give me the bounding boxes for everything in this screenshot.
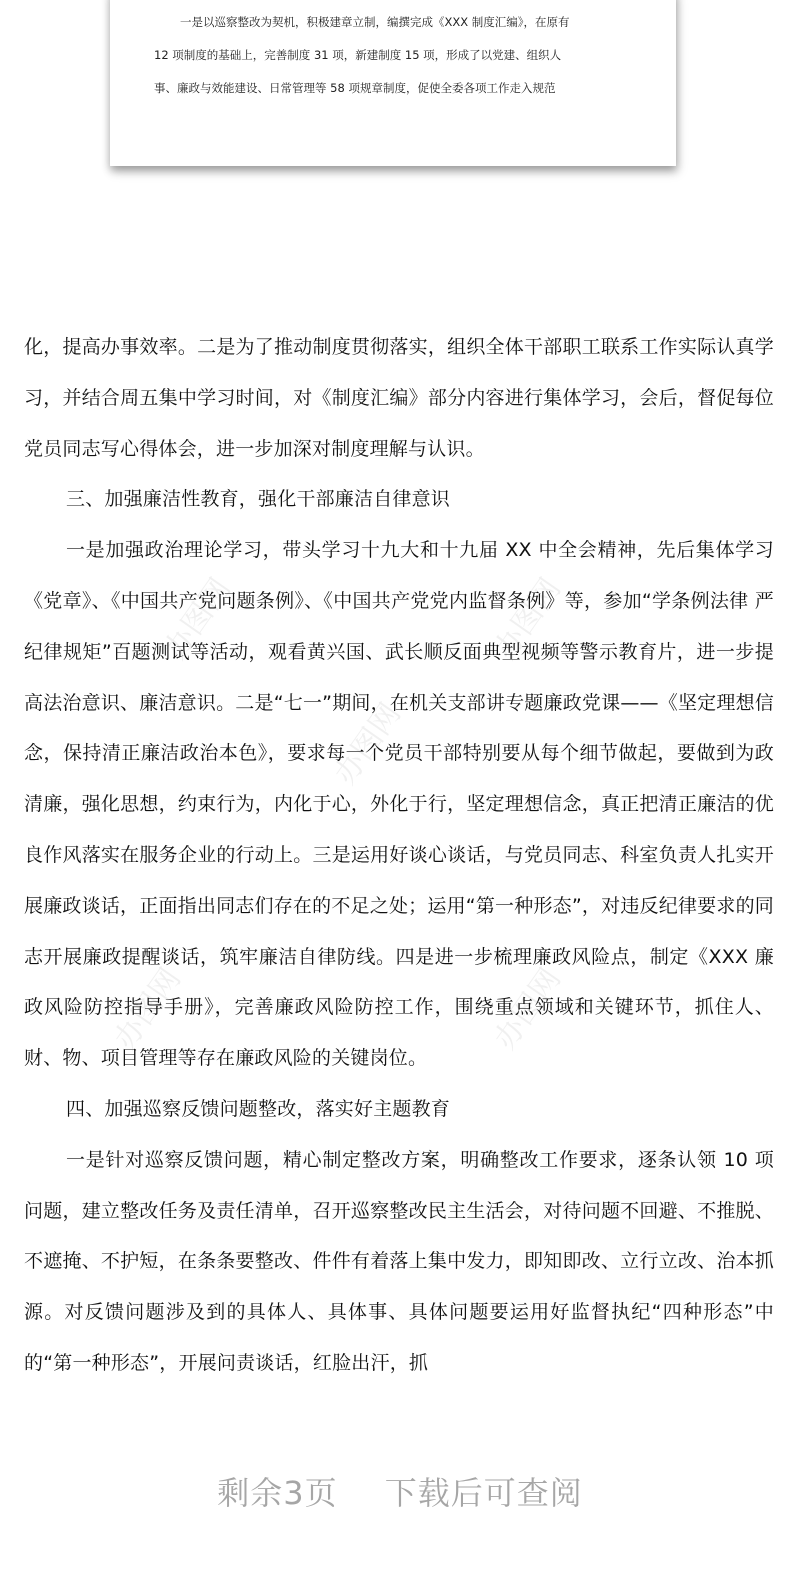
- document-body: [24, 322, 774, 1389]
- preview-page-card: [110, 0, 676, 166]
- remaining-pages-label: 剩余3页: [217, 1474, 338, 1512]
- download-to-view-label: 下载后可查阅: [384, 1474, 583, 1512]
- watermark: 办图网: [157, 572, 239, 666]
- paragraph-continued: 化，提高办事效率。二是为了推动制度贯彻落实，组织全体干部职工联系工作实际认真学习，并结合周五集中学习时间，对《制度汇编》部分内容进行集体学习，会后，督促每位党员同志写心得体会，进一步加深对制度理解与认识。: [24, 336, 774, 460]
- watermark: 办图网: [327, 697, 409, 791]
- preview-line: 12 项制度的基础上，完善制度 31 项，新建制度 15 项，形成了以党建、组织人: [154, 48, 562, 62]
- paragraph-section-4: 一是针对巡察反馈问题，精心制定整改方案，明确整改工作要求，逐条认领 10 项问题，建立整改任务及责任清单，召开巡察整改民主生活会，对待问题不回避、不推脱、不遮掩、不护短，在条条要整改、件件有着落上集中发力，即知即改、立行立改、治本抓源。对反馈问题涉及到的具体人、具体事、具体问题要运用好监督执纪“四种形态”中的“第一种形态”，开展问责谈话，红脸出汗，抓: [24, 1148, 774, 1374]
- preview-page-text: [154, 6, 644, 105]
- section-heading-3: 三、加强廉洁性教育，强化干部廉洁自律意识: [66, 488, 451, 511]
- watermark: 办图网: [487, 962, 569, 1056]
- paragraph-section-3: 一是加强政治理论学习，带头学习十九大和十九届 XX 中全会精神，先后集体学习《党章》、《中国共产党问题条例》、《中国共产党党内监督条例》等，参加“学条例法律 严纪律规矩”百题测试等活动，观看黄兴国、武长顺反面典型视频等警示教育片，进一步提高法治意识、廉洁意识。二是“七一”期间，在机关支部讲专题廉政党课——《坚定理想信念，保持清正廉洁政治本色》，要求每一个党员干部特别要从每个细节做起，要做到为政清廉，强化思想，约束行为，内化于心，外化于行，坚定理想信念，真正把清正廉洁的优良作风落实在服务企业的行动上。三是运用好谈心谈话，与党员同志、科室负责人扎实开展廉政谈话，正面指出同志们存在的不足之处；运用“第一种形态”，对违反纪律要求的同志开展廉政提醒谈话，筑牢廉洁自律防线。四是进一步梳理廉政风险点，制定《XXX 廉政风险防控指导手册》，完善廉政风险防控工作，围绕重点领域和关键环节，抓住人、财、物、项目管理等存在廉政风险的关键岗位。: [24, 539, 774, 1070]
- preview-line: 一是以巡察整改为契机，积极建章立制，编撰完成《XXX 制度汇编》，在原有: [180, 15, 570, 29]
- download-notice[interactable]: [0, 1468, 800, 1514]
- preview-line: 事、廉政与效能建设、日常管理等 58 项规章制度，促使全委各项工作走入规范: [154, 81, 556, 95]
- watermark: 办图网: [107, 962, 189, 1056]
- section-heading-4: 四、加强巡察反馈问题整改，落实好主题教育: [66, 1097, 451, 1120]
- watermark: 办图网: [487, 572, 569, 666]
